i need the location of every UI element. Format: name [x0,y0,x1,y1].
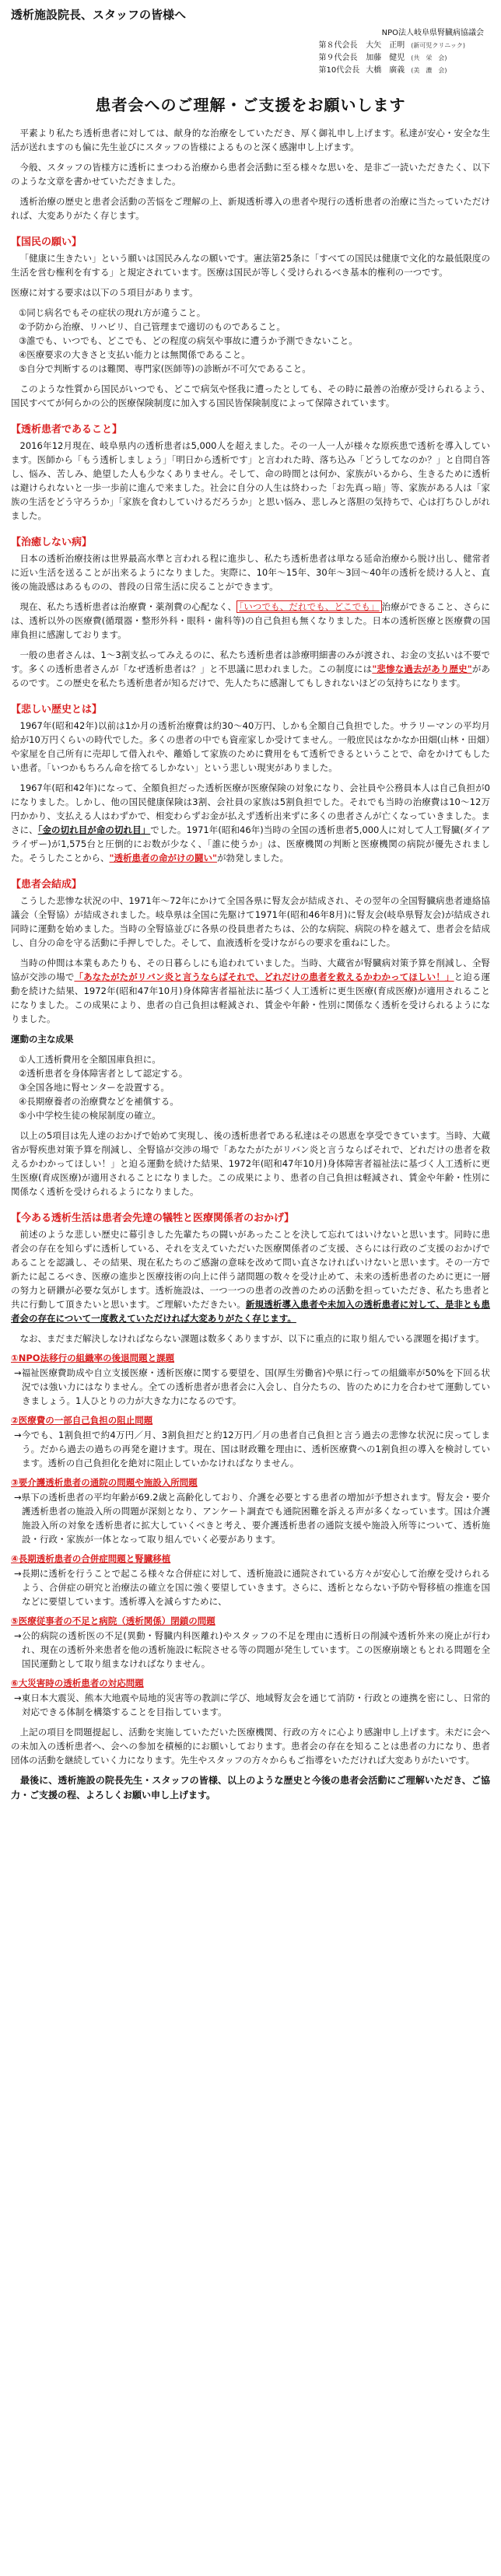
list-item: ⑤小中学校生徒の検尿制度の確立。 [19,1110,161,1121]
addressee-line: 透析施設院長、スタッフの皆様へ [11,8,187,22]
text-run: があるのです。この歴史を私たち透析患者が知るだけで、先人たちに感謝してもしきれないほどの気持ちになります。 [11,663,490,688]
list-item: ①人工透析費用を全額国庫負担に。 [19,1054,161,1065]
section-paragraph [11,781,490,865]
section-heading-patient-association-founding: 【患者会結成】 [11,879,82,891]
signer-row [316,65,469,77]
signer-role: (美 濃 会) [411,67,447,74]
signer-name: 大橋 廣義 [366,66,405,75]
movement-results-list [11,1052,490,1122]
list-item: ①同じ病名でもその症状の現れ方が違うこと。 [19,307,206,318]
intro-paragraph: 平素より私たち透析患者に対しては、献身的な治療をしていただき、厚く御礼申し上げます。私達が安心・安全な生活が送れますのも偏に先生並びにスタッフの皆様によるものと深く感謝申し上げます。 [11,128,490,152]
section-paragraph: 以上の5項目は先人達のおかげで始めて実現し、後の透析患者である私達はその恩恵を享受できています。当時、大蔵省が腎疾患対策予算を削減し、全腎協が交渉の場で「あなたがたがリバン炎と言うならばそれで、どれだけの患者を救えるかわかってほしい！」と迫る運動を続けた結果、1972年(昭和47年10月)身体障害者福祉法に基づく人工透析に更生医療(育成医療)が適用されることになりました。この成果により、患者の自己負担は軽減され、賃金や年齢・性別に関係なく透析を受けられるようになりました。 [11,1130,490,1197]
page-title: 患者会へのご理解・ご支援をお願いします [95,96,406,114]
text-run: 治療ができること、さらには、透析以外の医療費(循環器・整形外科・眼科・歯科等)の自己負担も無くなりました。日本の透析医療と医療費の国庫負担に感謝しております。 [11,601,490,640]
topic-body: →福祉医療費助成や自立支援医療・透析医療に関する要望を、国(厚生労働省)や県に行っての組織率が50%を下回る状況では強い力にはなりません。全ての透析患者が患者会に入会し、自分たちの、皆のために力を合わせて運動していきましょう。1人ひとりの力が大きな力になるのです。 [14,1367,490,1406]
topic-heading: ⑤医療従事者の不足と病院（透析関係）閉鎖の問題 [11,1615,215,1626]
intro-paragraph: 今般、スタッフの皆様方に透析にまつわる治療から患者会活動に至る様々な思いを、是非ご一読いただきたく、以下のような文章を書かせていただきました。 [11,162,490,187]
list-item: ⑤自分で判断するのは難関、専門家(医師等)の診断が不可欠であること。 [19,363,311,374]
list-item: ④医療要求の大きさと支払い能力とは無関係であること。 [19,349,250,360]
section-paragraph: 「健康に生きたい」という願いは国民みんなの願いです。憲法第25条に「すべての国民は健康で文化的な最低限度の生活を営む権利を有する」と規定されています。医療は国民が等しく受けられるべき基本的権利の一つです。 [11,253,490,278]
section-paragraph: なお、まだまだ解決しなければならない課題は数多くありますが、以下に重点的に取り組んでいる課題を掲げます。 [19,1333,485,1344]
section-paragraph: 医療に対する要求は以下の５項目があります。 [11,287,198,298]
highlight-phrase: 「いつでも、だれでも、どこでも」 [236,600,381,613]
signer-term: 第９代会長 [318,54,358,62]
topic-body: →今でも、1割負担で約4万円／月、3割負担だと約12万円／月の患者自己負担と言う過去の悲惨な状況に戻ってしまう。だから過去の過ちの再発を避けます。現在、国は財政難を理由に、透析医療費への1割負担の導入を検討しています。透析の自己負担化を絶対に阻止していかなければなりません。 [14,1430,490,1468]
topic-heading: ⑥大災害時の透析患者の対応問題 [11,1678,144,1689]
list-item: ③誰でも、いつでも、どこでも、どの程度の病気や事故に遭うか予測できないこと。 [19,335,358,346]
section-paragraph: 1967年(昭和42年)以前は1か月の透析治療費は約30～40万円、しかも全額自己負担でした。サラリーマンの平均月給が10万円くらいの時代でした。多くの患者の中でも資産家しか受けてません。一般庶民はなかなか田畑(山林・田畑）や家屋を自己所有に売却して借入れや、離婚して家族のために費用をもて透析できるということで、命をかけてもしたい患者。「いつかもちろん命を捨てるしかない」という悲しい現実がありました。 [11,720,490,773]
section-heading-incurable-disease: 【治癒しない病】 [11,537,93,548]
text-run: 一般の患者さんは、1～3割支払ってみえるのに、私たち透析患者は診療明細書のみが渡され、お金の支払いは不要です。多くの透析患者さんが「なぜ透析患者は？」と不思議に思われました。この制度には [11,649,490,674]
highlight-phrase: "悲惨な過去があり歴史" [372,663,472,674]
signer-row [316,40,469,52]
section-paragraph: 2016年12月現在、岐阜県内の透析患者は5,000人を超えました。その一人一人が様々な原疾患で透析を導入しています。医師から「もう透析しましょう」「明日から透析です」と言われた時、落ち込み「どうしてなのか？」と自問自答し、悩み、苦しみ、絶望した人も少なくありません。そして、命の時間とは何か、家族がいるから、生きるために透析は避けられないと一歩一歩前に進んで来ました。社会に自分の人生は終わった「お先真っ暗」等、家族がある人は「家族の生活をどう守ろうか」「家族を食わしていけるだろうか」と思い悩み、悲しみと落胆の気持ちで、心は打ちひしがれました。 [11,440,490,521]
list-item: ②予防から治療、リハビリ、自己管理まで適切のものであること。 [19,321,286,332]
signer-role: (共 栄 会) [411,54,447,61]
section-paragraph [11,1227,490,1325]
text-run: ご理解いただきたい。 [155,1299,246,1310]
signer-name: 大矢 正明 [366,41,405,50]
text-run: 前述のような悲しい歴史に幕引きした先輩たちの闘いがあったことを決して忘れてはいけないと思います。同時に患者会の存在を知らずに透析している、それを支えていただいた医療関係者のご支援、さらには行政のご支援のおかげであることを認識し、その結果、現在私たちのご感謝の意味を改めて問い直さなければいけないと思います。その一方で新たに起こるべき、医療の進歩と医療技術の向上に伴う諸問題の数々を受け止めて、未来の透析患者のために更に一層の努力と研鑽が必要な気がします。透析施設は、一つ一つの患者の改善のための活動を担っていただき、私たち患者と共に行動して頂きたいと思います。 [11,1229,490,1310]
topic-heading: ①NPO法移行の組織率の後退問題と課題 [11,1353,175,1363]
signer-role: (新可児クリニック) [411,42,465,49]
section-heading-being-dialysis-patient: 【透析患者であること】 [11,424,123,436]
highlight-phrase: 「金の切れ目が命の切れ目」 [37,824,151,835]
section-paragraph [11,956,490,1026]
section-paragraph: 上記の項目を問題提起し、活動を実施していただいた医療機関、行政の方々に心より感謝申し上げます。未だに会への未加入の透析患者へ、会への参加を積極的にお願いしております。患者会の存在を知ることは患者の力になり、患者団体の活動を継続していく力になります。先生やスタッフの方々からもご指導をいただければ大変ありがたいです。 [11,1727,490,1766]
highlight-phrase: 新規透析導入患者や未加入の透析患者に対して、是非とも患者会の存在について一度教えていただければ大変ありがたく存じます。 [11,1299,490,1324]
closing-paragraph: 最後に、透析施設の院長先生・スタッフの皆様、以上のような歴史と今後の患者会活動にご理解いただき、ご協力・ご支援の程、よろしくお願い申し上げます。 [11,1775,490,1801]
section-paragraph: こうした悲惨な状況の中、1971年～72年にかけて全国各県に腎友会が結成され、その翌年の全国腎臓病患者連絡協議会（全腎協）が結成されました。岐阜県は全国に先駆けて1971年(昭和46年8月)に腎友会(岐阜県腎友会)が結成され同時に運動を始めました。当時の全腎協並びに各県の役員患者たちは、公的な病院、病院の枠を越えて、患者会を結成し、自分の命を守る活動に手押しでした。そして、血液透析を受けながらの要求を重ねにした。 [11,895,490,948]
text-run: と迫る運動を続けた結果、1972年(昭和47年10月)身体障害者福祉法に基づく人工透析に更生医療(育成医療)が適用されることになりました。この成果により、患者の自己負担は軽減され、賃金や年齢・性別に関係なく透析を受けられるようになりました。 [11,971,491,1024]
signer-term: 第10代会長 [318,66,360,75]
section-heading-sad-history: 【悲しい歴史とは】 [11,704,103,716]
topic-heading: ④長期透析患者の合併症問題と腎臓移植 [11,1553,171,1564]
topic-body: →東日本大震災、熊本大地震や局地的災害等の教訓に学び、地域腎友会を通じて消防・行政との連携を密にし、日常的対応できる体制を構築することを目指しています。 [14,1692,490,1717]
section-heading-national-wish: 【国民の願い】 [11,236,82,248]
text-run: でした。1971年(昭和46年)当時の全国の透析患者5,000人に対して人工腎臓(ダイアライザー)が1,575台と圧倒的にお数が少なく、「誰に使うか」は、医療機関の判断と医療機関の病院が優先されました。そうしたことから、 [11,824,491,863]
topic-body: →公的病院の透析医の不足(異動・腎臓内科医離れ)やスタッフの不足を理由に透析日の削減や透析外来の廃止が行われ、現在の透析外来患者を他の透析施設に転院させる等の問題が発生しています。この医療崩壊ともとれる問題を全国民運動として取り組まなければなりません。 [14,1630,490,1669]
text-run: 当時の仲間は本業もあたりも、その日暮らしにも追われていました。当時、大蔵省が腎臓病対策予算を削減し、全腎協が交渉の場で [11,957,490,982]
topic-heading: ②医療費の一部自己負担の阻止問題 [11,1415,153,1426]
medical-needs-list [11,306,490,376]
text-run: 現在、私たち透析患者は治療費・薬剤費の心配なく、 [19,601,237,612]
highlight-phrase: 「あなたがたがリバン炎と言うならばそれで、どれだけの患者を救えるかわかってほしい！」 [74,971,454,982]
intro-paragraph: 透析治療の歴史と患者会活動の苦悩をご理解の上、新規透析導入の患者や現行の透析患者の治療に当たっていただければ、大変ありがたく存じます。 [11,196,490,221]
section-paragraph: 運動の主な成果 [11,1034,74,1045]
topic-body: →県下の透析患者の平均年齢が69.2歳と高齢化しており、介護を必要とする患者の増加が予想されます。腎友会・要介護透析患者の施設入所の問題が深刻となり、アンケート調査でも通院困難を訴える声が多くなっています。国は介護施設入所の対象を透析患者に拡大していくべきと考え、要介護透析患者の通院支援や施設入所等について、透析施設・行政・家族が一体となって取り組んでいく必要があります。 [14,1492,490,1545]
organization-name: NPO法人岐阜県腎臓病協議会 [381,29,484,37]
section-paragraph [11,600,490,642]
section-paragraph: 日本の透析治療技術は世界最高水準と言われる程に進歩し、私たち透析患者は単なる延命治療から脱け出し、健常者に近い生活を送ることが出来るようになりました。実際に、10年～15年、30年～3回～40年の透析を続ける人と、直後の施設感はあるものの、普段の日常生活に戻ることができます。 [11,553,490,592]
list-item: ②透析患者を身体障害者として認定する。 [19,1068,188,1079]
section-paragraph: このような性質から国民がいつでも、どこで病気や怪我に遭ったとしても、その時に最善の治療が受けられるよう、国民すべてが何らかの公的医療保険制度に加入する国民皆保険制度によって保障されています。 [11,383,490,408]
highlight-phrase: "透析患者の命がけの闘い" [109,852,217,863]
list-item: ③全国各地に腎センターを設置する。 [19,1082,170,1093]
section-heading-thanks-to-predecessors: 【今ある透析生活は患者会先達の犠牲と医療関係者のおかげ】 [11,1213,295,1224]
text-run: が勃発しました。 [216,852,289,863]
signer-row [316,52,469,65]
list-item: ④長期療養者の治療費などを補償する。 [19,1096,179,1107]
text-run: 1967年(昭和42年)になって、全額負担だった透析医療が医療保険の対象になり、会社員や公務員本人は自己負担が0になりました。しかし、他の国民健康保険は3割、会社員の家族は5割負担でした。それでも当時の治療費は10～12万円かかり、支払える人はわずかで、相変わらずお金が払えず透析出来ずに多くの患者さんが亡くなっていきました。まさに、 [11,782,490,835]
topic-heading: ③要介護透析患者の通院の問題や施設入所問題 [11,1477,198,1488]
section-paragraph [11,648,490,690]
signer-term: 第８代会長 [318,41,358,50]
topic-body: →長期に透析を行うことで起こる様々な合併症に対して、透析施設に通院されている方々が安心して治療を受けられるよう、合併症の研究と治療法の確立を国に強く要望していきます。さらに、透析とならない予防や腎移植の推進を国などに要望しています。透析導入を減らすために、 [14,1568,490,1607]
signers-table [316,40,469,77]
signer-name: 加藤 健児 [366,54,405,62]
